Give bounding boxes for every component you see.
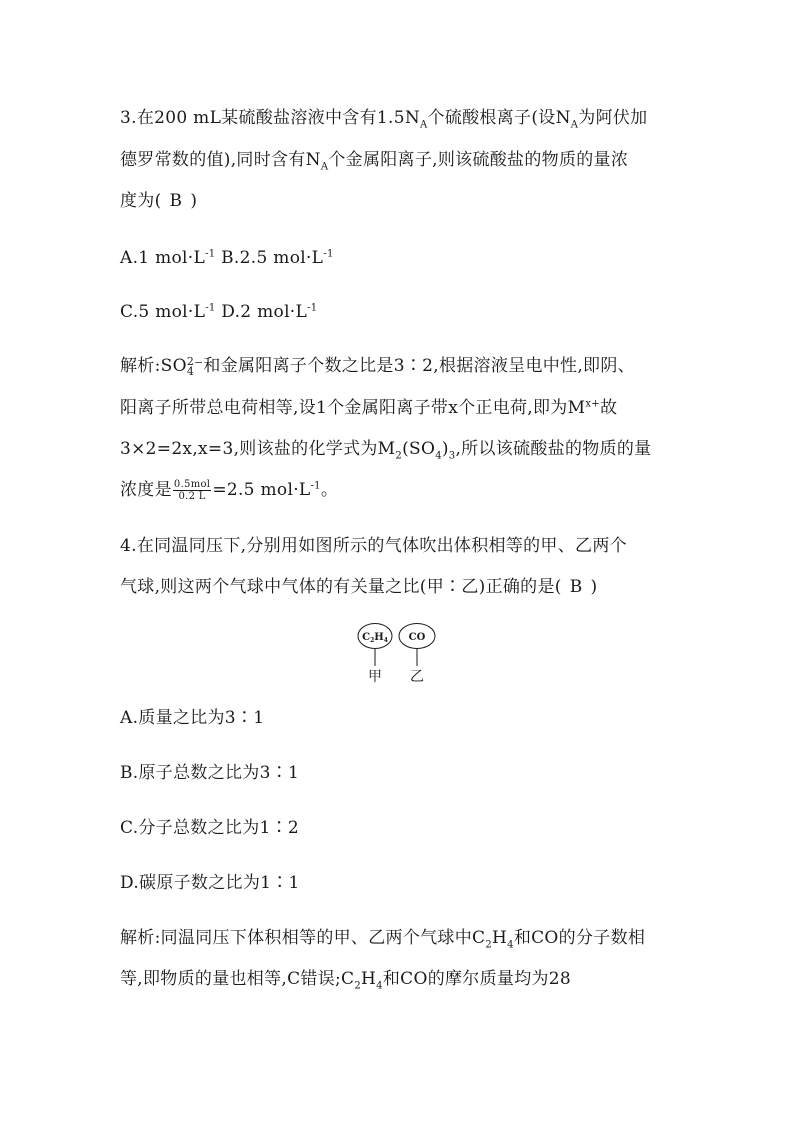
q4-option-c-text: C.分子总数之比为1∶2 bbox=[120, 818, 300, 838]
q3-analysis-line-3 bbox=[120, 437, 651, 461]
q3-options-ab bbox=[120, 246, 334, 270]
q3-stem-text: 为阿伏加 bbox=[578, 108, 648, 128]
q4-option-d-text: D.碳原子数之比为1∶1 bbox=[120, 873, 300, 893]
fraction-denominator: 0.2 L bbox=[178, 491, 206, 502]
fraction-numerator: 0.5mol bbox=[173, 479, 211, 490]
q3-analysis-line-2 bbox=[120, 396, 617, 420]
q3-answer: B bbox=[169, 191, 183, 211]
q4-stem-text: ) bbox=[590, 577, 598, 597]
q3-analysis-text: =2.5 mol·L bbox=[212, 480, 311, 500]
q3-analysis-text: 解析:SO bbox=[120, 356, 187, 376]
q3-analysis-line-1 bbox=[120, 354, 635, 378]
q3-options-cd bbox=[120, 300, 317, 324]
q4-answer: B bbox=[569, 577, 583, 597]
q3-analysis-text: 和金属阳离子个数之比是3∶2,根据溶液呈电中性,即阴、 bbox=[203, 356, 635, 376]
q3-stem-line-1 bbox=[120, 106, 647, 130]
q4-option-b bbox=[120, 761, 299, 785]
q4-stem-line-2 bbox=[120, 575, 597, 599]
subscript: A bbox=[570, 119, 579, 131]
q3-option-c: C.5 mol·L bbox=[120, 302, 206, 322]
superscript: -1 bbox=[205, 248, 216, 260]
q4-stem-text: 4.在同温同压下,分别用如图所示的气体吹出体积相等的甲、乙两个 bbox=[120, 536, 627, 556]
q3-stem-text: 德罗常数的值),同时含有N bbox=[120, 150, 321, 170]
q3-stem-text: 个金属阳离子,则该硫酸盐的物质的量浓 bbox=[328, 150, 629, 170]
superscript: -1 bbox=[205, 302, 216, 314]
balloon-diagram bbox=[350, 622, 450, 684]
balloon-jia-formula: $C_2H_4$ bbox=[362, 632, 388, 644]
q4-option-d bbox=[120, 871, 300, 895]
q4-analysis-text: 和CO的分子数相 bbox=[513, 928, 646, 948]
q3-analysis-text: 3×2=2x,x=3,则该盐的化学式为M bbox=[120, 439, 396, 459]
q4-analysis-line-2 bbox=[120, 967, 571, 991]
superscript: -1 bbox=[323, 248, 334, 260]
q4-stem-line-1 bbox=[120, 534, 627, 558]
superscript: 2 bbox=[186, 354, 195, 368]
q3-analysis-text: ,所以该硫酸盐的物质的量 bbox=[455, 439, 652, 459]
balloon-jia-label: 甲 bbox=[368, 669, 382, 684]
q4-analysis-text: H bbox=[492, 928, 508, 948]
concentration-fraction bbox=[173, 479, 211, 502]
subscript: 2 bbox=[354, 980, 362, 992]
subscript: 2 bbox=[485, 939, 493, 951]
q4-analysis-text: 和CO的摩尔质量均为28 bbox=[382, 969, 572, 989]
q3-stem-text: 度为( bbox=[120, 191, 162, 211]
q4-option-a-text: A.质量之比为3∶1 bbox=[120, 708, 265, 728]
subscript: 4 bbox=[186, 364, 195, 378]
q3-stem-line-3 bbox=[120, 189, 197, 213]
q3-option-b: B.2.5 mol·L bbox=[215, 248, 324, 268]
balloon-yi-label: 乙 bbox=[410, 669, 424, 684]
q3-stem-text: ) bbox=[190, 191, 198, 211]
q3-analysis-text: 。 bbox=[320, 480, 339, 500]
superscript: ⁻ bbox=[194, 356, 204, 376]
q4-analysis-text: 等,即物质的量也相等,C错误;C bbox=[120, 969, 355, 989]
superscript: -1 bbox=[307, 302, 318, 314]
q4-analysis-text: 解析:同温同压下体积相等的甲、乙两个气球中C bbox=[120, 928, 486, 948]
q4-option-b-text: B.原子总数之比为3∶1 bbox=[120, 763, 300, 783]
q3-stem-line-2 bbox=[120, 148, 628, 172]
q3-stem-text: 3.在200 mL某硫酸盐溶液中含有1.5N bbox=[120, 108, 420, 128]
q4-analysis-line-1 bbox=[120, 926, 645, 950]
balloon-yi-formula: CO bbox=[408, 632, 426, 643]
q3-analysis-text: ) bbox=[441, 439, 449, 459]
subscript: 4 bbox=[376, 980, 383, 992]
q3-option-d: D.2 mol·L bbox=[215, 302, 308, 322]
q4-stem-text: 气球,则这两个气球中气体的有关量之比(甲∶乙)正确的是( bbox=[120, 577, 562, 597]
q4-option-c bbox=[120, 816, 299, 840]
subscript: 4 bbox=[507, 939, 514, 951]
q3-option-a: A.1 mol·L bbox=[120, 248, 206, 268]
superscript: -1 bbox=[310, 480, 321, 492]
q4-option-a bbox=[120, 706, 264, 730]
q3-analysis-text: (SO bbox=[402, 439, 436, 459]
subscript: 2 bbox=[395, 450, 403, 462]
superscript: x+ bbox=[585, 398, 600, 410]
q3-analysis-line-4 bbox=[120, 478, 338, 502]
q4-analysis-text: H bbox=[361, 969, 377, 989]
subscript: A bbox=[320, 161, 329, 173]
subscript: 4 bbox=[435, 450, 442, 462]
q3-analysis-text: 阳离子所带总电荷相等,设1个金属阳离子带x个正电荷,即为M bbox=[120, 398, 586, 418]
q3-stem-text: 个硫酸根离子(设N bbox=[427, 108, 571, 128]
q3-analysis-text: 故 bbox=[599, 398, 618, 418]
subscript: A bbox=[420, 119, 428, 131]
subscript: 3 bbox=[448, 450, 456, 462]
q3-analysis-text: 浓度是 bbox=[120, 480, 172, 500]
